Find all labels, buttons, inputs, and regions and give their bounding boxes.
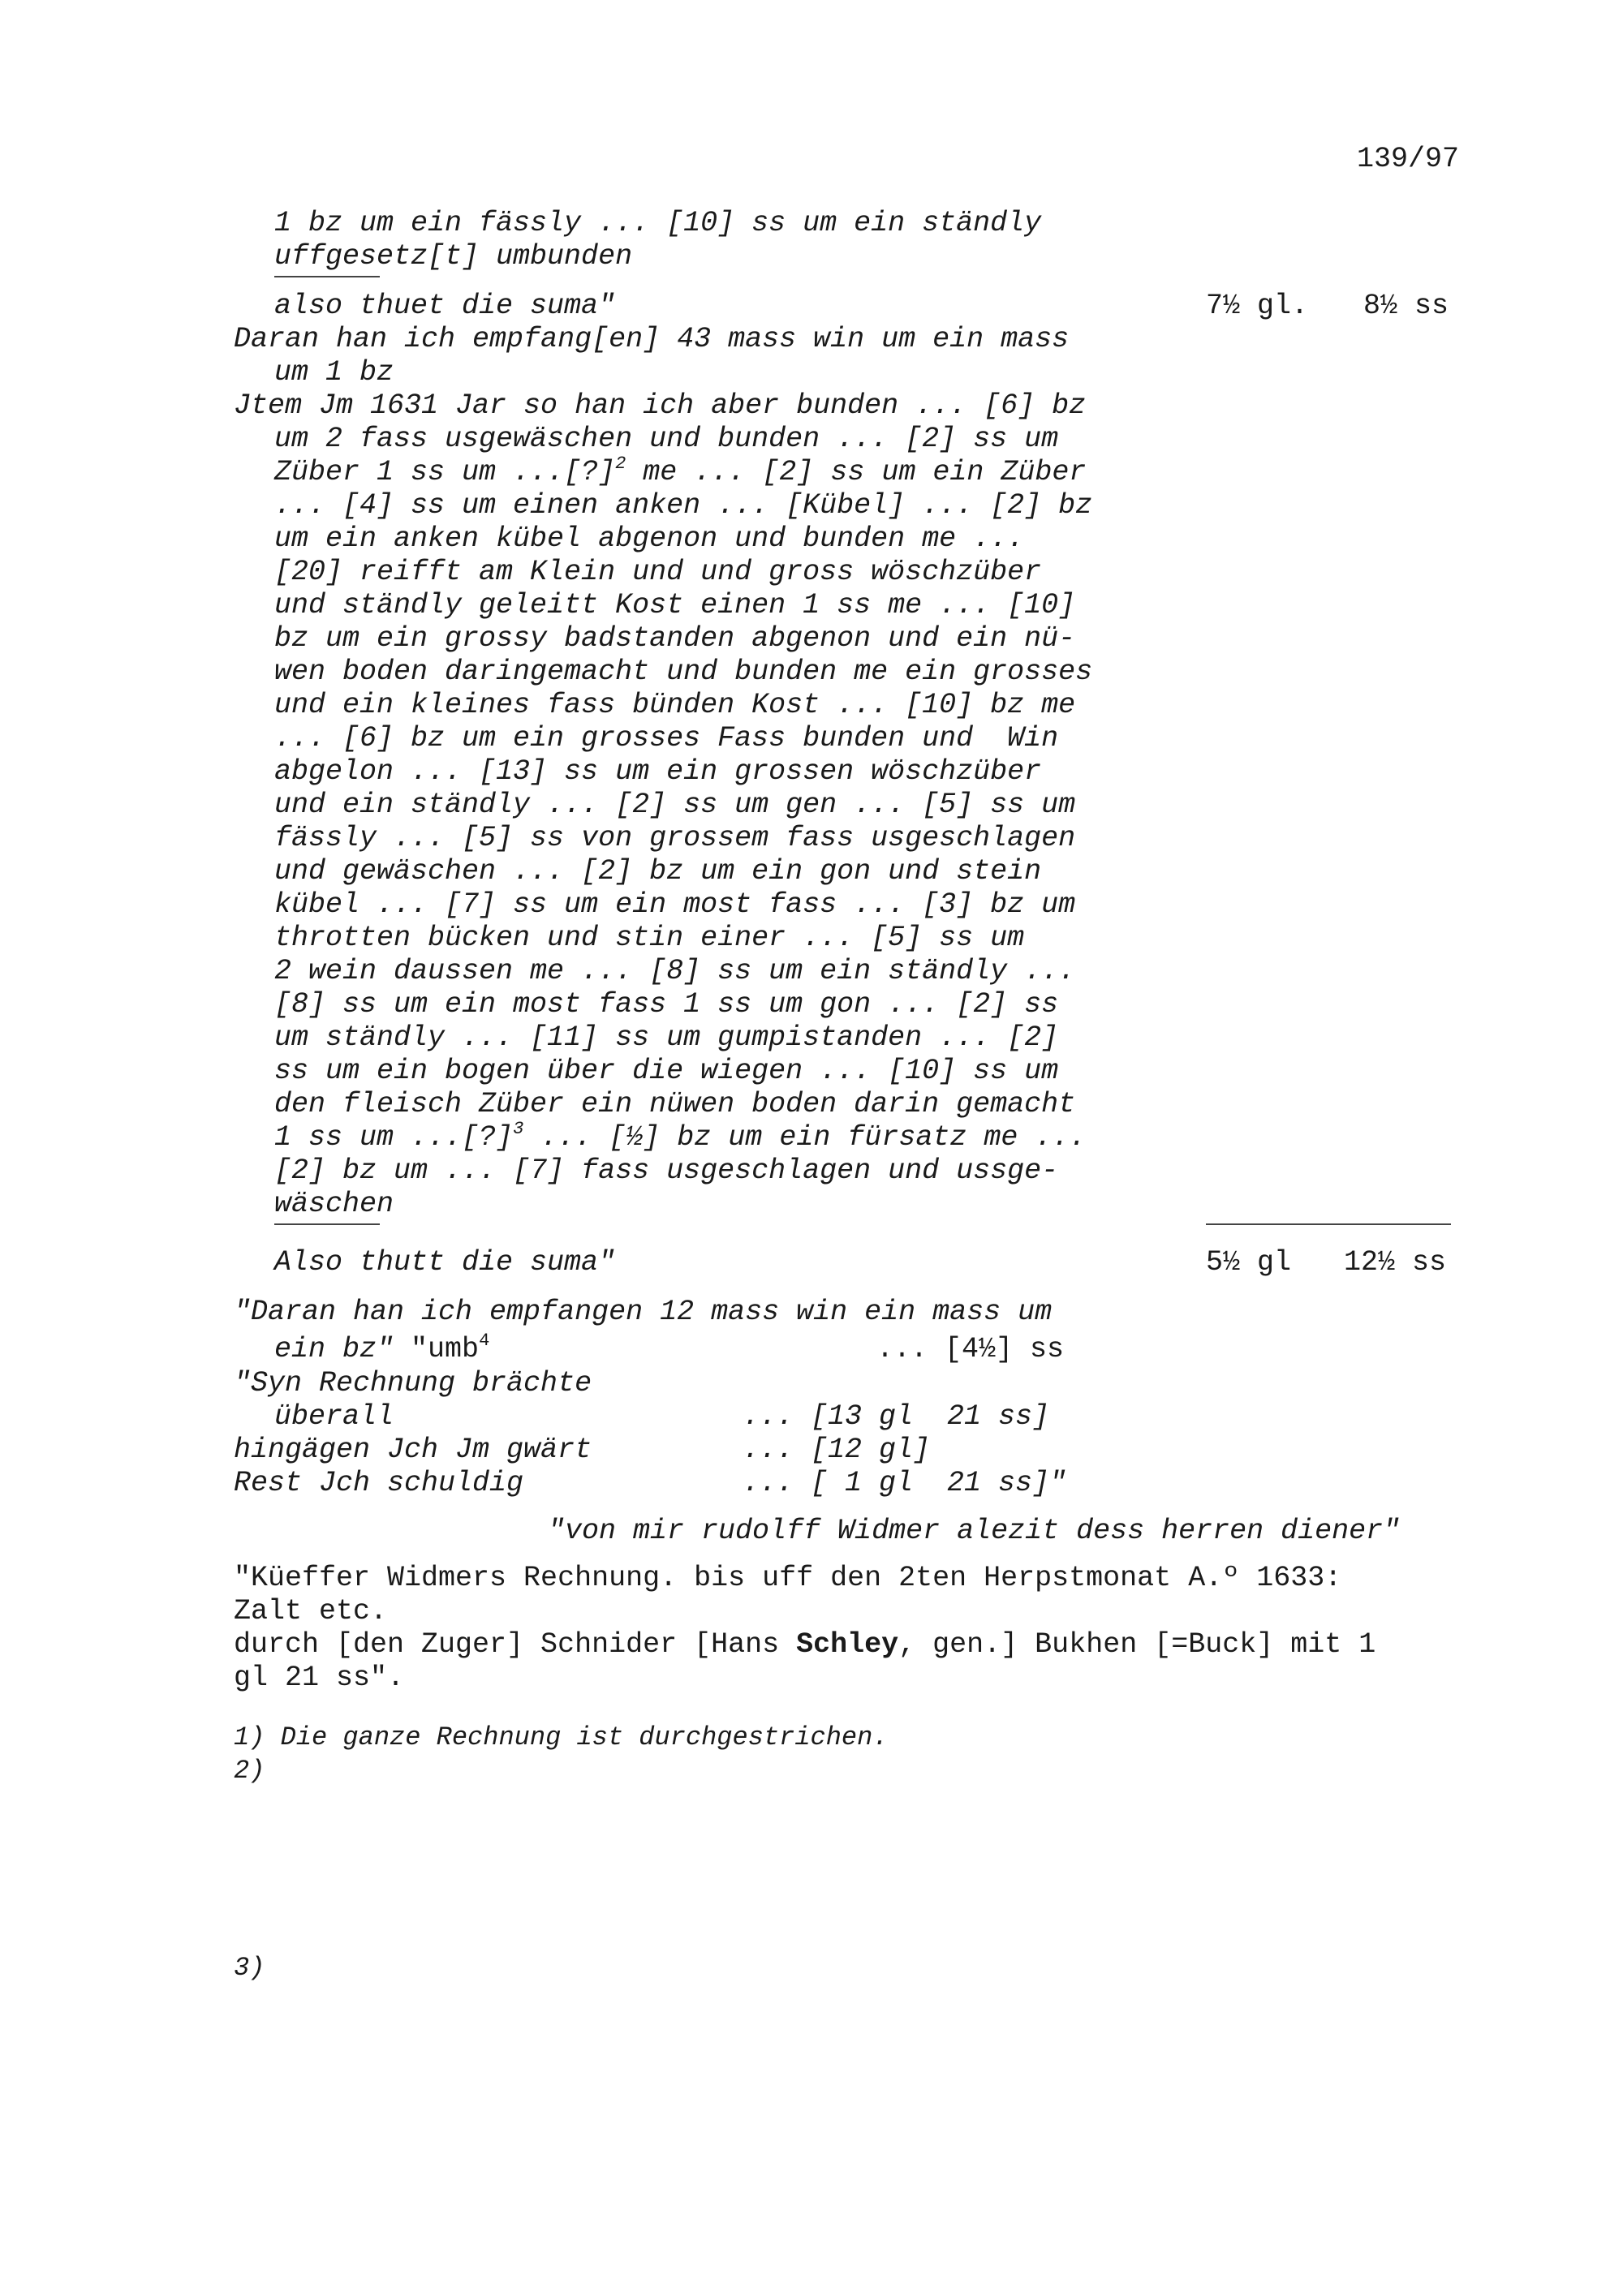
- footnote-ref-2: 2: [615, 454, 626, 474]
- text-line: [274, 456, 1086, 489]
- text-segment: "umb: [394, 1333, 480, 1365]
- text-line: und ein kleines fass bünden Kost ... [10] bz me: [274, 689, 1076, 721]
- footnote-1: 1) Die ganze Rechnung ist durchgestrichen.: [234, 1722, 889, 1752]
- reckoning-value: ... [ 1 gl 21 ss]": [743, 1467, 1067, 1499]
- text-line: abgelon ... [13] ss um ein grossen wöschzüber: [274, 755, 1042, 788]
- subtotal-gl: 5½ gl: [1206, 1246, 1292, 1279]
- text-line: [274, 1121, 1086, 1154]
- subtotal-ss: 8½ ss: [1363, 290, 1449, 322]
- subtotal-ss: 12½ ss: [1344, 1246, 1447, 1279]
- text-segment: 1 ss um ...[?]: [274, 1121, 514, 1154]
- note-line: gl 21 ss".: [234, 1662, 405, 1694]
- text-segment: durch [den Zuger] Schnider [Hans: [234, 1628, 797, 1661]
- amount: ... [4½] ss: [876, 1333, 1065, 1365]
- reckoning-value: ... [13 gl 21 ss]: [743, 1400, 1050, 1433]
- text-line: und ein ständly ... [2] ss um gen ... [5] ss um: [274, 789, 1076, 821]
- reckoning-label: Rest Jch schuldig: [234, 1467, 524, 1499]
- note-line: [234, 1628, 1375, 1662]
- short-rule: [274, 276, 380, 277]
- text-line: um ständly ... [11] ss um gumpistanden ... [2]: [274, 1021, 1059, 1054]
- text-segment: , gen.] Bukhen [=Buck] mit 1: [898, 1628, 1376, 1661]
- text-segment: Züber 1 ss um ...[?]: [274, 456, 616, 488]
- text-line: Daran han ich empfang[en] 43 mass win um ein mass: [234, 323, 1070, 355]
- footnote-ref-3: 3: [513, 1119, 524, 1139]
- text-line: [8] ss um ein most fass 1 ss um gon ... [2] ss: [274, 988, 1059, 1021]
- footnote-3: 3): [234, 1953, 265, 1983]
- subtotal-label: also thuet die suma": [274, 290, 616, 322]
- subtotal-label: Also thutt die suma": [274, 1246, 616, 1279]
- text-line: wäschen: [274, 1188, 394, 1220]
- text-line: und ständly geleitt Kost einen 1 ss me ... [10]: [274, 589, 1076, 621]
- text-line: um 2 fass usgewäschen und bunden ... [2] ss um: [274, 423, 1059, 455]
- text-line: 1 bz um ein fässly ... [10] ss um ein ständly: [274, 207, 1042, 239]
- signature-line: "von mir rudolff Widmer alezit dess herren diener": [548, 1515, 1401, 1547]
- text-line: wen boden daringemacht und bunden me ein grosses: [274, 656, 1093, 688]
- text-line: um ein anken kübel abgenon und bunden me ...: [274, 522, 1025, 555]
- text-segment: ein bz": [274, 1333, 394, 1365]
- short-rule: [274, 1223, 380, 1225]
- text-line: [274, 1333, 489, 1366]
- text-line: bz um ein grossy badstanden abgenon und ein nü-: [274, 622, 1076, 655]
- reckoning-label: "Syn Rechnung brächte: [234, 1367, 592, 1400]
- text-line: kübel ... [7] ss um ein most fass ... [3] bz um: [274, 888, 1076, 921]
- note-line: "Küeffer Widmers Rechnung. bis uff den 2ten Herpstmonat A.º 1633:: [234, 1562, 1342, 1594]
- reckoning-value: ... [12 gl]: [743, 1434, 931, 1466]
- text-line: fässly ... [5] ss von grossem fass usgeschlagen: [274, 822, 1076, 854]
- text-line: 2 wein daussen me ... [8] ss um ein ständly ...: [274, 955, 1076, 987]
- text-segment: me ... [2] ss um ein Züber: [626, 456, 1087, 488]
- reckoning-label: überall: [274, 1400, 394, 1433]
- note-line: Zalt etc.: [234, 1595, 388, 1627]
- text-line: und gewäschen ... [2] bz um ein gon und stein: [274, 855, 1042, 888]
- sum-rule: [1206, 1223, 1451, 1225]
- text-line: ... [4] ss um einen anken ... [Kübel] ... [2] bz: [274, 489, 1093, 522]
- footnote-ref-4: 4: [479, 1331, 490, 1351]
- subtotal-gl: 7½ gl.: [1206, 290, 1309, 322]
- text-line: "Daran han ich empfangen 12 mass win ein mass um: [234, 1296, 1053, 1328]
- footnote-2: 2): [234, 1756, 265, 1786]
- text-segment: ... [½] bz um ein fürsatz me ...: [523, 1121, 1087, 1154]
- reckoning-label: hingägen Jch Jm gwärt: [234, 1434, 592, 1466]
- text-line: ss um ein bogen über die wiegen ... [10] ss um: [274, 1055, 1059, 1087]
- text-line: uffgesetz[t] umbunden: [274, 240, 633, 273]
- text-line: ... [6] bz um ein grosses Fass bunden und Win: [274, 722, 1059, 755]
- text-line: den fleisch Züber ein nüwen boden darin gemacht: [274, 1088, 1076, 1120]
- text-line: um 1 bz: [274, 356, 394, 389]
- page-number: 139/97: [1357, 143, 1460, 175]
- text-line: Jtem Jm 1631 Jar so han ich aber bunden ... [6] bz: [234, 389, 1087, 422]
- name-bold: Schley: [796, 1628, 899, 1661]
- text-line: [20] reifft am Klein und und gross wöschzüber: [274, 556, 1042, 588]
- text-line: [2] bz um ... [7] fass usgeschlagen und ussge-: [274, 1154, 1059, 1187]
- text-line: throtten bücken und stin einer ... [5] ss um: [274, 922, 1025, 954]
